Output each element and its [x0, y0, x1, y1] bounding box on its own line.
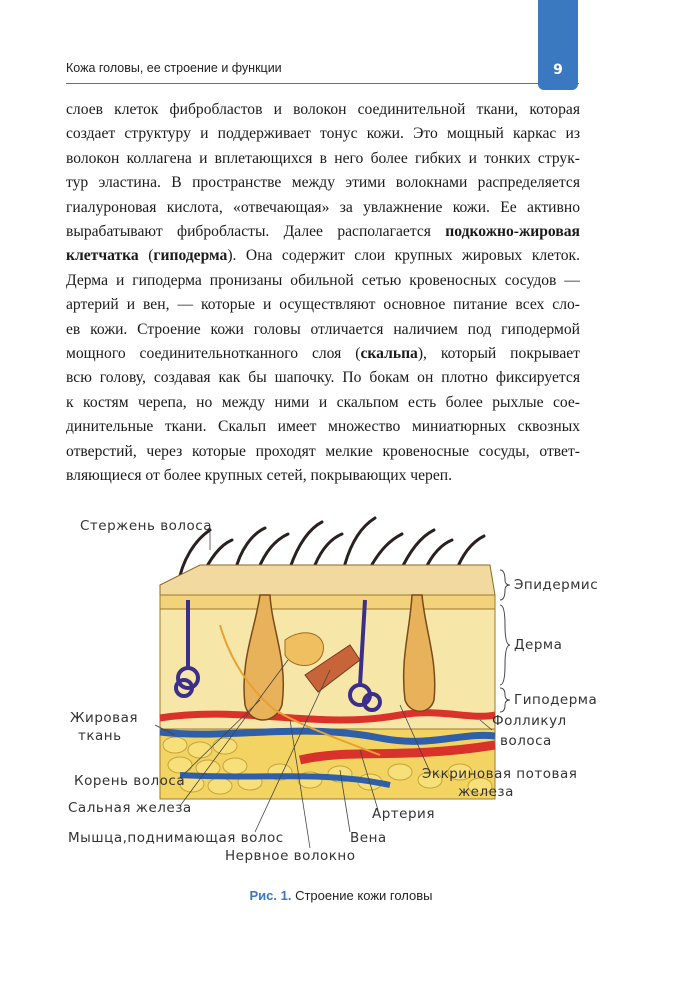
- bold-term: скальпа: [360, 345, 418, 363]
- text-run: ), который покрывает: [417, 345, 580, 363]
- text-line: [66, 147, 580, 171]
- bold-term: клетчатка: [66, 247, 139, 265]
- text-run: тур эластина. В пространстве между этими волокнами распределяется: [66, 174, 580, 192]
- text-line: [66, 171, 580, 195]
- bold-term: подкожно-жировая: [445, 223, 580, 241]
- label-arrector: Мышца,поднимающая волос: [68, 830, 284, 846]
- text-line: [66, 269, 580, 293]
- header-rule: [66, 83, 579, 84]
- text-line: [66, 244, 580, 268]
- skin-diagram: [60, 510, 600, 870]
- text-line: [66, 391, 580, 415]
- text-run: вляющиеся от более крупных сетей, покрывающих череп.: [66, 467, 452, 485]
- text-run: динительные ткани. Скальп имеет множество миниатюрных сквозных: [66, 418, 580, 436]
- text-line: [66, 196, 580, 220]
- label-dermis: Дерма: [514, 637, 563, 653]
- text-line: [66, 366, 580, 390]
- layer-brackets: [500, 570, 510, 712]
- text-run: мощного соединительнотканного слоя (: [66, 345, 361, 363]
- label-vein: Вена: [350, 830, 387, 846]
- figure-caption: [0, 888, 682, 903]
- text-run: создает структуру и поддерживает тонус кожи. Это мощный каркас из: [66, 125, 580, 143]
- text-line: [66, 220, 580, 244]
- text-line: [66, 464, 580, 488]
- text-line: [66, 440, 580, 464]
- body-paragraph: [66, 98, 580, 489]
- text-run: Дерма и гиподерма пронизаны обильной сетью кровеносных сосудов —: [66, 271, 580, 289]
- text-run: ев кожи. Строение кожи головы отличается наличием под гиподермой: [66, 320, 580, 338]
- label-fat-tissue-1: Жировая: [70, 710, 138, 726]
- text-run: ). Она содержит слои крупных жировых клеток.: [227, 247, 580, 265]
- label-hair-shaft: Стержень волоса: [80, 518, 213, 534]
- epidermis-layer: [160, 595, 495, 609]
- label-nerve: Нервное волокно: [225, 848, 356, 864]
- page-number: 9: [553, 62, 563, 78]
- label-fat-tissue-2: ткань: [78, 728, 122, 744]
- text-line: [66, 342, 580, 366]
- label-follicle-2: волоса: [500, 733, 552, 749]
- text-line: [66, 415, 580, 439]
- text-run: слоев клеток фибробластов и волокон соединительной ткани, которая: [66, 101, 580, 118]
- caption-number: Рис. 1.: [249, 888, 292, 903]
- caption-text: Строение кожи головы: [291, 888, 433, 903]
- label-epidermis: Эпидермис: [514, 577, 599, 593]
- sebaceous-gland: [285, 633, 324, 666]
- label-artery: Артерия: [372, 806, 435, 822]
- label-eccrine-2: железа: [458, 784, 514, 800]
- running-title: Кожа головы, ее строение и функции: [66, 61, 282, 75]
- text-run: отверстий, через которые проходят мелкие кровеносные сосуды, ответ-: [66, 442, 580, 460]
- label-hair-root: Корень волоса: [74, 773, 186, 789]
- skin-top-surface: [160, 565, 495, 598]
- text-run: (: [138, 247, 154, 265]
- text-run: всю голову, создавая как бы шапочку. По бокам он плотно фиксируется: [66, 369, 580, 387]
- text-run: к костям черепа, но между ними и скальпом есть более рыхлые сое-: [66, 393, 580, 411]
- text-line: [66, 98, 580, 122]
- label-follicle-1: Фолликул: [492, 713, 567, 729]
- label-eccrine-1: Эккриновая потовая: [422, 766, 578, 782]
- text-run: гиалуроновая кислота, «отвечающая» за увлажнение кожи. Ее активно: [66, 198, 580, 216]
- text-line: [66, 122, 580, 146]
- text-run: вырабатывают фибробласты. Далее располагается: [66, 223, 446, 241]
- label-hypodermis: Гиподерма: [514, 692, 598, 708]
- label-sebaceous: Сальная железа: [68, 800, 192, 816]
- text-line: [66, 318, 580, 342]
- text-line: [66, 293, 580, 317]
- text-run: волокон коллагена и вплетающихся в него более гибких и тонких струк-: [66, 149, 580, 167]
- skin-structure-figure: [60, 510, 600, 870]
- page-number-tab: [538, 0, 578, 90]
- text-run: артерий и вен, — которые и осуществляют основное питание всех сло-: [66, 296, 580, 314]
- bold-term: гиподерма: [153, 247, 228, 265]
